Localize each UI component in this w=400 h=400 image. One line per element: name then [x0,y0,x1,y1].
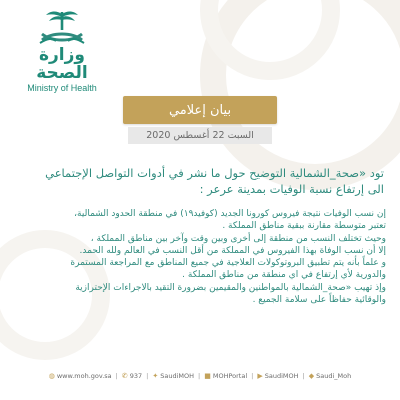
footer-phone[interactable] [122,372,142,380]
body-line: والدورية لأي إرتفاع في اي منطقة من مناطق المملكة . [182,270,386,281]
facebook-icon: ■ [204,372,211,380]
logo-arabic-name: وزارة الصحة [36,45,88,83]
date-bar [128,127,272,144]
date-text: السبت 22 أغسطس 2020 [146,130,254,141]
statement-title [16,165,384,197]
footer-website[interactable] [49,372,112,380]
body-line: إلا أن نسب الوفاة بهذا الفيروس في المملكة من أقل النسب في العالم ولله الحمد. [79,245,386,256]
body-line: و علماً بأنه يتم تطبيق البروتوكولات العلاجية في جميع المناطق مع المراجعة المستمرة [70,258,386,269]
footer-contacts [10,370,390,382]
body-line: والوقائية حفاظاً على سلامة الجميع . [252,295,386,306]
palm-swords-emblem-icon [36,8,88,46]
twitter-text: SaudiMOH [160,372,195,380]
snapchat-icon: ◆ [308,372,315,380]
press-release-banner [123,96,277,124]
footer-youtube[interactable] [257,372,298,380]
youtube-text: SaudiMOH [264,372,299,380]
footer-separator: | [198,372,201,380]
youtube-icon: ▶ [257,372,263,380]
footer-separator: | [115,372,118,380]
footer-snapchat[interactable] [309,372,352,380]
statement-body [16,208,386,306]
body-line: وحيث تختلف النسب من منطقة إلى أخرى وبين وقت وآخر بين مناطق المملكة ، [90,233,386,244]
footer-separator: | [251,372,254,380]
globe-icon: ◍ [48,372,55,380]
body-line: وإذ تهيب «صحة_الشمالية بالمواطنين والمقيمين بضرورة التقيد بالاجراءات الإحترازية [75,282,386,293]
body-line: إن نسب الوفيات نتيجة فيروس كورونا الجديد (كوفيد١٩) في منطقة الحدود الشمالية، [74,209,386,219]
website-text: www.moh.gov.sa [56,372,112,380]
title-line-1: تود «صحة_الشمالية التوضيح حول ما نشر في أدوات التواصل الإجتماعي [45,166,384,180]
footer-separator: | [302,372,305,380]
moh-logo [12,8,112,93]
body-line: تعتبر متوسطة مقارنة ببقية مناطق المملكة . [222,221,386,232]
twitter-icon: ✦ [152,372,159,380]
phone-text: 937 [129,372,143,380]
portal-text: MOHPortal [212,372,248,380]
phone-icon: ✆ [121,372,128,380]
footer-twitter[interactable] [152,372,194,380]
banner-label: بيان إعلامي [168,102,232,118]
footer-separator: | [146,372,149,380]
title-line-2: الى إرتفاع نسبة الوفيات بمدينة عرعر : [199,182,384,196]
logo-english-name: Ministry of Health [27,83,97,93]
footer-portal[interactable] [204,372,247,380]
snapchat-text: Saudi_Moh [316,372,352,380]
